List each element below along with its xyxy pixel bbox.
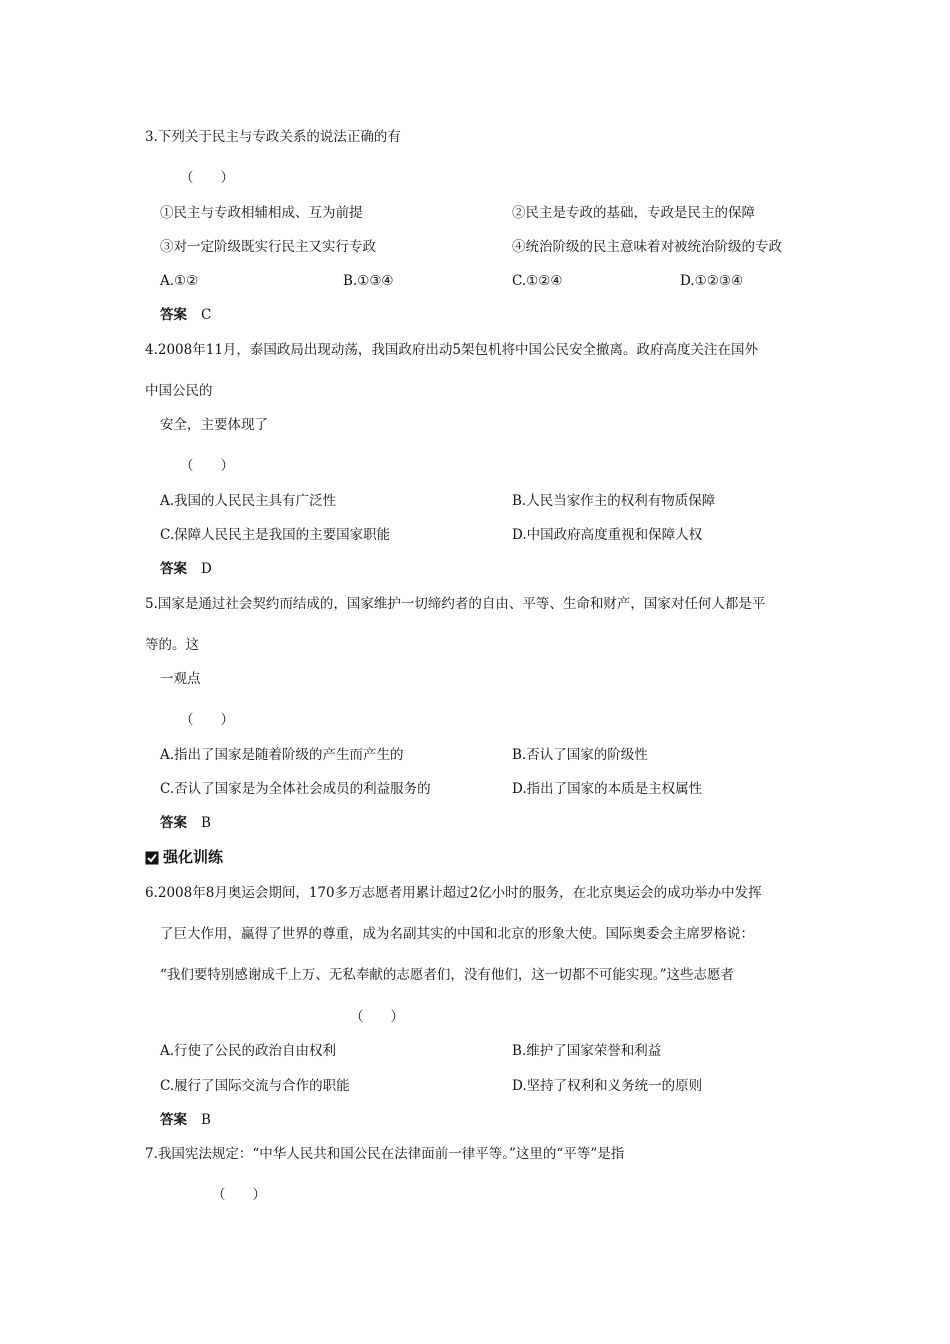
question-3-choice-b: B.①③④ bbox=[343, 273, 394, 289]
question-3-choice-a: A.①② bbox=[160, 273, 199, 289]
answer-label: 答案 bbox=[160, 307, 187, 323]
question-6-answer bbox=[160, 1111, 211, 1129]
question-3-option-3: ③对一定阶级既实行民主又实行专政 bbox=[160, 239, 376, 255]
question-4-answer bbox=[160, 560, 212, 578]
question-4-stem-line-1: 4.2008年11月，泰国政局出现动荡，我国政府出动5架包机将中国公民安全撤离。政府高度关注在国外 bbox=[145, 342, 759, 358]
question-5-stem-line-3: 一观点 bbox=[160, 671, 201, 687]
question-4-choice-c: C.保障人民民主是我国的主要国家职能 bbox=[160, 527, 391, 543]
question-5-choice-d: D.指出了国家的本质是主权属性 bbox=[512, 781, 703, 797]
question-3-option-1: ①民主与专政相辅相成、互为前提 bbox=[160, 205, 363, 221]
question-5-answer bbox=[160, 814, 211, 832]
question-6-stem-line-3: “我们要特别感谢成千上万、无私奉献的志愿者们，没有他们，这一切都不可能实现。”这些志愿者 bbox=[160, 967, 735, 983]
answer-value: B bbox=[201, 1112, 211, 1128]
question-6-choice-d: D.坚持了权利和义务统一的原则 bbox=[512, 1078, 703, 1094]
question-7-stem: 7.我国宪法规定：“中华人民共和国公民在法律面前一律平等。”这里的“平等”是指 bbox=[145, 1146, 625, 1162]
question-5-stem-line-2: 等的。这 bbox=[145, 637, 199, 653]
question-6-stem-line-2: 了巨大作用，赢得了世界的尊重，成为名副其实的中国和北京的形象大使。国际奥委会主席罗格说： bbox=[160, 926, 754, 942]
question-6-choice-b: B.维护了国家荣誉和利益 bbox=[512, 1043, 662, 1059]
question-6-bracket: （ ） bbox=[350, 1009, 404, 1025]
question-4-stem-line-2: 中国公民的 bbox=[145, 383, 213, 399]
question-3-answer bbox=[160, 306, 211, 324]
question-3-bracket: （ ） bbox=[180, 170, 234, 186]
question-5-choice-c: C.否认了国家是为全体社会成员的利益服务的 bbox=[160, 781, 431, 797]
question-3-choice-c: C.①②④ bbox=[512, 273, 563, 289]
section-heading bbox=[145, 847, 223, 867]
question-6-choice-a: A.行使了公民的政治自由权利 bbox=[160, 1043, 337, 1059]
answer-value: D bbox=[201, 561, 212, 577]
question-4-choice-d: D.中国政府高度重视和保障人权 bbox=[512, 527, 703, 543]
answer-label: 答案 bbox=[160, 1112, 187, 1128]
question-5-choice-a: A.指出了国家是随着阶级的产生而产生的 bbox=[160, 747, 404, 763]
question-4-bracket: （ ） bbox=[180, 458, 234, 474]
question-5-choice-b: B.否认了国家的阶级性 bbox=[512, 747, 648, 763]
section-title: 强化训练 bbox=[163, 848, 224, 866]
checkbox-check-icon bbox=[145, 850, 159, 864]
question-3-choice-d: D.①②③④ bbox=[680, 273, 744, 289]
question-4-choice-b: B.人民当家作主的权利有物质保障 bbox=[512, 493, 716, 509]
question-3-option-2: ②民主是专政的基础，专政是民主的保障 bbox=[512, 205, 755, 221]
question-4-choice-a: A.我国的人民民主具有广泛性 bbox=[160, 493, 337, 509]
question-3-option-4: ④统治阶级的民主意味着对被统治阶级的专政 bbox=[512, 239, 782, 255]
question-5-stem-line-1: 5.国家是通过社会契约而结成的，国家维护一切缔约者的自由、平等、生命和财产，国家对任何人都是平 bbox=[145, 596, 766, 612]
answer-label: 答案 bbox=[160, 561, 187, 577]
question-6-stem-line-1: 6.2008年8月奥运会期间，170多万志愿者用累计超过2亿小时的服务，在北京奥运会的成功举办中发挥 bbox=[145, 885, 762, 901]
question-3-stem: 3.下列关于民主与专政关系的说法正确的有 bbox=[145, 129, 401, 145]
answer-label: 答案 bbox=[160, 815, 187, 831]
question-5-bracket: （ ） bbox=[180, 712, 234, 728]
question-4-stem-line-3: 安全，主要体现了 bbox=[160, 417, 268, 433]
question-7-bracket: （ ） bbox=[212, 1187, 266, 1203]
question-6-choice-c: C.履行了国际交流与合作的职能 bbox=[160, 1078, 350, 1094]
answer-value: C bbox=[201, 307, 212, 323]
answer-value: B bbox=[201, 815, 211, 831]
